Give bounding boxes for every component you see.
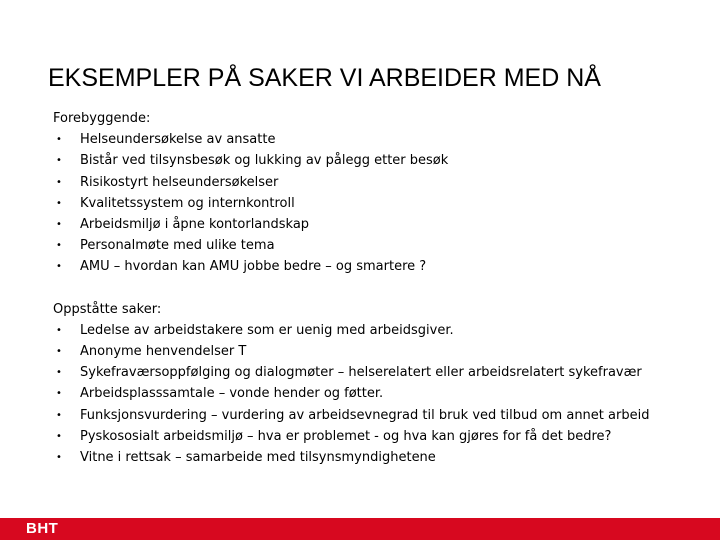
bullet-icon: • [56,346,62,358]
bullet-icon: • [56,324,62,336]
bullet-icon: • [56,219,62,231]
list-item [53,172,713,193]
section-spacer [53,278,713,299]
list-item [53,447,713,468]
footer-bar [0,518,720,540]
list-item-text: Pyskososialt arbeidsmiljø – hva er problemet - og hva kan gjøres for få det bedre? [80,428,612,444]
bullet-icon: • [56,134,62,146]
list-item-text: Vitne i rettsak – samarbeide med tilsynsmyndighetene [80,450,436,466]
list-item [53,214,713,235]
section-heading: Oppståtte saker: [53,301,162,317]
bullet-icon: • [56,367,62,379]
list-item [53,150,713,171]
bullet-icon: • [56,261,62,273]
list-item-text: AMU – hvordan kan AMU jobbe bedre – og smartere ? [80,259,427,275]
list-item [53,320,713,341]
bullet-icon: • [56,240,62,252]
section-heading: Forebyggende: [53,111,151,126]
slide-content [53,108,713,468]
bullet-icon: • [56,430,62,442]
bullet-list [53,129,713,277]
list-item [53,362,713,383]
list-item-text: Arbeidsplasssamtale – vonde hender og føtter. [80,386,384,402]
list-item [53,341,713,362]
list-item [53,426,713,447]
slide-title: EKSEMPLER PÅ SAKER VI ARBEIDER MED NÅ [48,64,601,92]
section-forebyggende [53,108,713,278]
bullet-list [53,320,713,468]
list-item-text: Risikostyrt helseundersøkelser [80,174,279,190]
bullet-icon: • [56,197,62,209]
bullet-icon: • [56,388,62,400]
bht-logo: BHT [26,520,59,537]
list-item-text: Arbeidsmiljø i åpne kontorlandskap [80,217,310,233]
list-item [53,383,713,404]
bullet-icon: • [56,452,62,464]
list-item-text: Helseundersøkelse av ansatte [80,132,276,148]
bullet-icon: • [56,155,62,167]
list-item-text: Funksjonsvurdering – vurdering av arbeidsevnegrad til bruk ved tilbud om annet arbeid [80,407,650,423]
bullet-icon: • [56,176,62,188]
list-item-text: Anonyme henvendelser T [80,344,247,360]
list-item-text: Kvalitetssystem og internkontroll [80,195,295,211]
list-item-text: Personalmøte med ulike tema [80,238,275,254]
bullet-icon: • [56,409,62,421]
list-item-text: Ledelse av arbeidstakere som er uenig med arbeidsgiver. [80,322,454,338]
section-oppstatte-saker [53,299,713,469]
list-item-text: Bistår ved tilsynsbesøk og lukking av pålegg etter besøk [80,153,449,169]
list-item [53,256,713,277]
list-item [53,235,713,256]
list-item [53,405,713,426]
list-item-text: Sykefraværsoppfølging og dialogmøter – helserelatert eller arbeidsrelatert sykefravær [80,365,642,381]
list-item [53,193,713,214]
list-item [53,129,713,150]
